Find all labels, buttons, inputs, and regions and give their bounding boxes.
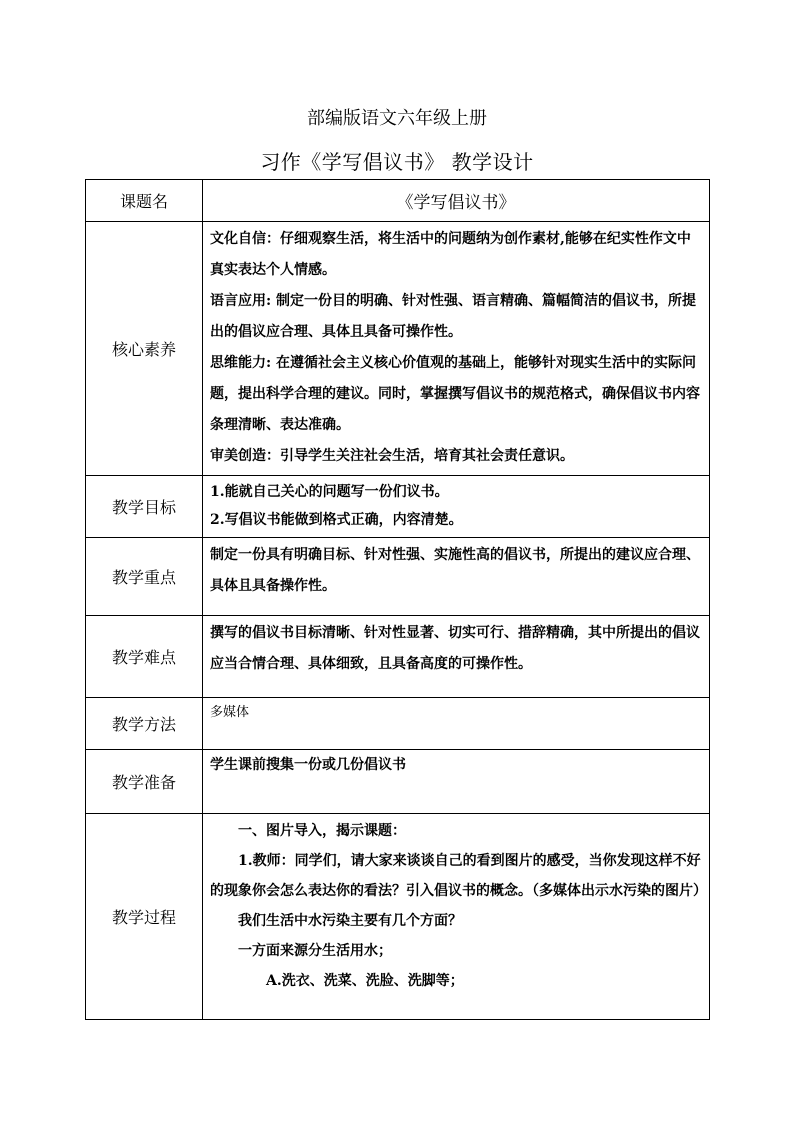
row-goals (86, 476, 710, 538)
competency-content (203, 222, 710, 476)
course-title: 《学写倡议书》 (203, 180, 710, 222)
label-method: 教学方法 (86, 698, 203, 750)
label-goals: 教学目标 (86, 476, 203, 538)
process-aspect: 一方面来源分生活用水； (238, 943, 392, 959)
goal-item: 1.能就自己关心的问题写一份们议书。 (210, 484, 449, 500)
row-course (86, 180, 710, 222)
row-method (86, 698, 710, 750)
label-key-points: 教学重点 (86, 538, 203, 616)
preparation-content: 学生课前搜集一份或几份倡议书 (203, 750, 710, 814)
process-paragraph: 1.教师：同学们，请大家来谈谈自己的看到图片的感受，当你发现这样不好的现象你会怎么表达你的看法？引入倡议书的概念。（多媒体出示水污染的图片） (210, 853, 707, 899)
row-preparation (86, 750, 710, 814)
difficulties-content: 撰写的倡议书目标清晰、针对性显著、切实可行、措辞精确，其中所提出的倡议应当合情合理、具体细致，且具备高度的可操作性。 (203, 616, 710, 698)
goal-item: 2.写倡议书能做到格式正确，内容清楚。 (210, 512, 463, 528)
row-key-points (86, 538, 710, 616)
process-item: A.洗衣、洗菜、洗脸、洗脚等； (266, 973, 464, 989)
label-difficulties: 教学难点 (86, 616, 203, 698)
row-competency (86, 222, 710, 476)
label-course: 课题名 (86, 180, 203, 222)
competency-aesthetic: 审美创造：引导学生关注社会生活，培育其社会责任意识。 (210, 448, 574, 464)
lesson-plan-table (85, 179, 710, 1020)
competency-language: 语言应用: 制定一份目的明确、针对性强、语言精确、篇幅简洁的倡议书，所提出的倡议应合理、具体且具备可操作性。 (210, 293, 697, 340)
competency-thinking: 思维能力: 在遵循社会主义核心价值观的基础上，能够针对现实生活中的实际问题，提出科学合理的建议。同时，掌握撰写倡议书的规范格式，确保倡议书内容条理清晰、表达准确。 (210, 355, 700, 433)
label-competency: 核心素养 (86, 222, 203, 476)
process-content (203, 814, 710, 1020)
label-process: 教学过程 (86, 814, 203, 1020)
row-process (86, 814, 710, 1020)
method-content: 多媒体 (210, 705, 250, 720)
label-preparation: 教学准备 (86, 750, 203, 814)
row-difficulties (86, 616, 710, 698)
document-title: 部编版语文六年级上册 (307, 108, 487, 129)
document-subtitle: 习作《学写倡议书》 教学设计 (260, 150, 534, 174)
competency-culture: 文化自信：仔细观察生活，将生活中的问题纳为创作素材,能够在纪实性作文中真实表达个人情感。 (210, 231, 691, 278)
process-question: 我们生活中水污染主要有几个方面？ (238, 913, 462, 929)
goals-content (203, 476, 710, 538)
process-section-title: 一、图片导入，揭示课题： (238, 823, 406, 839)
key-points-content: 制定一份具有明确目标、针对性强、实施性高的倡议书，所提出的建议应合理、具体且具备操作性。 (203, 538, 710, 616)
